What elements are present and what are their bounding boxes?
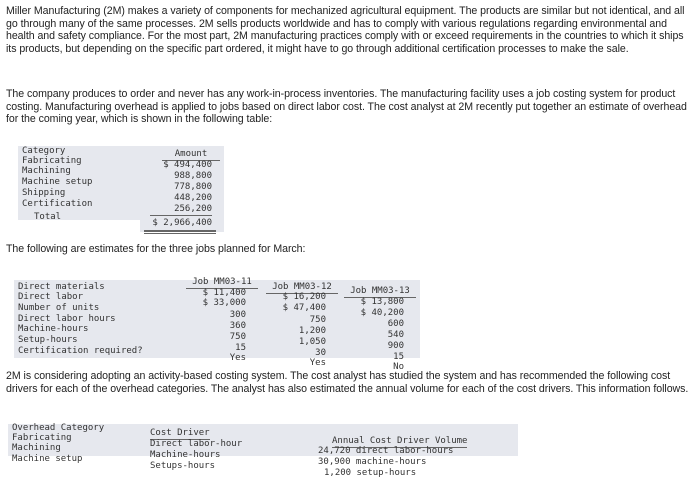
jobs-cell: Yes — [229, 353, 246, 363]
jobs-cell: 600 — [387, 319, 404, 329]
overhead-category-machining: Machining — [22, 166, 71, 176]
driver-cost-driver-fabricating: Direct labor-hour — [150, 439, 243, 449]
jobs-cell: $ 16,200 — [282, 292, 326, 302]
driver-category-machining: Machining — [12, 443, 61, 453]
jobs-intro-text: The following are estimates for the three jobs planned for March: — [6, 243, 306, 255]
driver-category-fabricating: Fabricating — [12, 433, 72, 443]
overhead-amount-machining: 988,800 — [174, 171, 212, 181]
jobs-cell: 30 — [315, 348, 326, 358]
overhead-amount-certification: 256,200 — [150, 204, 212, 216]
jobs-cell: 300 — [229, 310, 246, 320]
overhead-amount-machine-setup: 778,800 — [174, 182, 212, 192]
jobs-row-label-direct-materials: Direct materials — [18, 282, 105, 292]
driver-volume-fabricating: 24,720 direct labor-hours — [318, 446, 454, 456]
intro-paragraph-2: The company produces to order and never has any work-in-process inventories. The manufacturing facility uses a job costing system for product costing. Manufacturing overhead is applied to jobs based on direct labor cost. The cost analyst at 2M recently put together an estimate of overhead for the coming year, which is shown in the following table: — [6, 88, 687, 126]
jobs-row-label-certification-required: Certification required? — [18, 346, 143, 356]
jobs-cell: $ 11,400 — [202, 288, 246, 298]
jobs-cell: $ 40,200 — [360, 308, 404, 318]
jobs-header-mm03-12: Job MM03-12 — [266, 282, 338, 294]
driver-volume-machine-setup: 1,200 setup-hours — [324, 468, 417, 478]
overhead-category-certification: Certification — [22, 199, 93, 209]
jobs-cell: $ 47,400 — [282, 303, 326, 313]
driver-header-volume: Annual Cost Driver Volume — [332, 436, 468, 446]
jobs-row-label-direct-labor: Direct labor — [18, 292, 84, 302]
overhead-category-machine-setup: Machine setup — [22, 177, 93, 187]
overhead-total-double-rule — [144, 230, 216, 234]
driver-header-category: Overhead Category — [12, 423, 105, 433]
jobs-cell: 900 — [387, 341, 404, 351]
jobs-cell: Yes — [309, 358, 326, 368]
overhead-header-amount: Amount — [162, 149, 220, 161]
abc-intro-text: 2M is considering adopting an activity-based costing system. The cost analyst has studied the system and has recommended the following cost drivers for each of the overhead categories. The analyst has also estimated the annual volume for each of the cost drivers. This information follows. — [6, 370, 689, 395]
jobs-cell: 750 — [309, 315, 326, 325]
intro-paragraph-1: Miller Manufacturing (2M) makes a variety of components for mechanized agricultural equipment. The products are similar but not identical, and all go through many of the same processes. 2M sells products worldwide and has to comply with various regulations regarding environmental and health and safety compliance. For the most part, 2M manufacturing practices comply with or exceed requirements in the countries to which it ships its products, but depending on the specific part ordered, it might have to go through additional certification processes to make the sale. — [6, 5, 685, 55]
overhead-category-fabricating: Fabricating — [22, 156, 82, 166]
jobs-cell: $ 13,800 — [360, 297, 404, 307]
overhead-header-category: Category — [22, 146, 66, 156]
jobs-cell: $ 33,000 — [202, 298, 246, 308]
jobs-row-label-direct-labor-hours: Direct labor hours — [18, 314, 116, 324]
overhead-amount-fabricating: $ 494,400 — [163, 160, 212, 170]
overhead-category-shipping: Shipping — [22, 188, 66, 198]
jobs-cell: 1,050 — [298, 337, 326, 347]
jobs-cell: No — [393, 362, 404, 372]
jobs-row-label-number-of-units: Number of units — [18, 303, 100, 313]
jobs-header-mm03-13: Job MM03-13 — [344, 286, 416, 298]
overhead-total-label: Total — [34, 212, 62, 222]
jobs-cell: 15 — [235, 343, 246, 353]
driver-category-machine-setup: Machine setup — [12, 454, 83, 464]
jobs-cell: 750 — [229, 332, 246, 342]
jobs-cell: 15 — [393, 352, 404, 362]
driver-cost-driver-machine-setup: Setups-hours — [150, 461, 216, 471]
overhead-amount-shipping: 448,200 — [174, 193, 212, 203]
overhead-total-amount: $ 2,966,400 — [152, 218, 212, 228]
jobs-row-label-machine-hours: Machine-hours — [18, 324, 89, 334]
jobs-cell: 1,200 — [298, 326, 326, 336]
jobs-header-mm03-11: Job MM03-11 — [186, 277, 258, 289]
driver-volume-machining: 30,900 machine-hours — [318, 457, 427, 467]
jobs-cell: 360 — [229, 321, 246, 331]
driver-header-cost-driver: Cost Driver — [150, 428, 210, 438]
jobs-cell: 540 — [387, 330, 404, 340]
driver-cost-driver-machining: Machine-hours — [150, 450, 221, 460]
jobs-row-label-setup-hours: Setup-hours — [18, 335, 78, 345]
